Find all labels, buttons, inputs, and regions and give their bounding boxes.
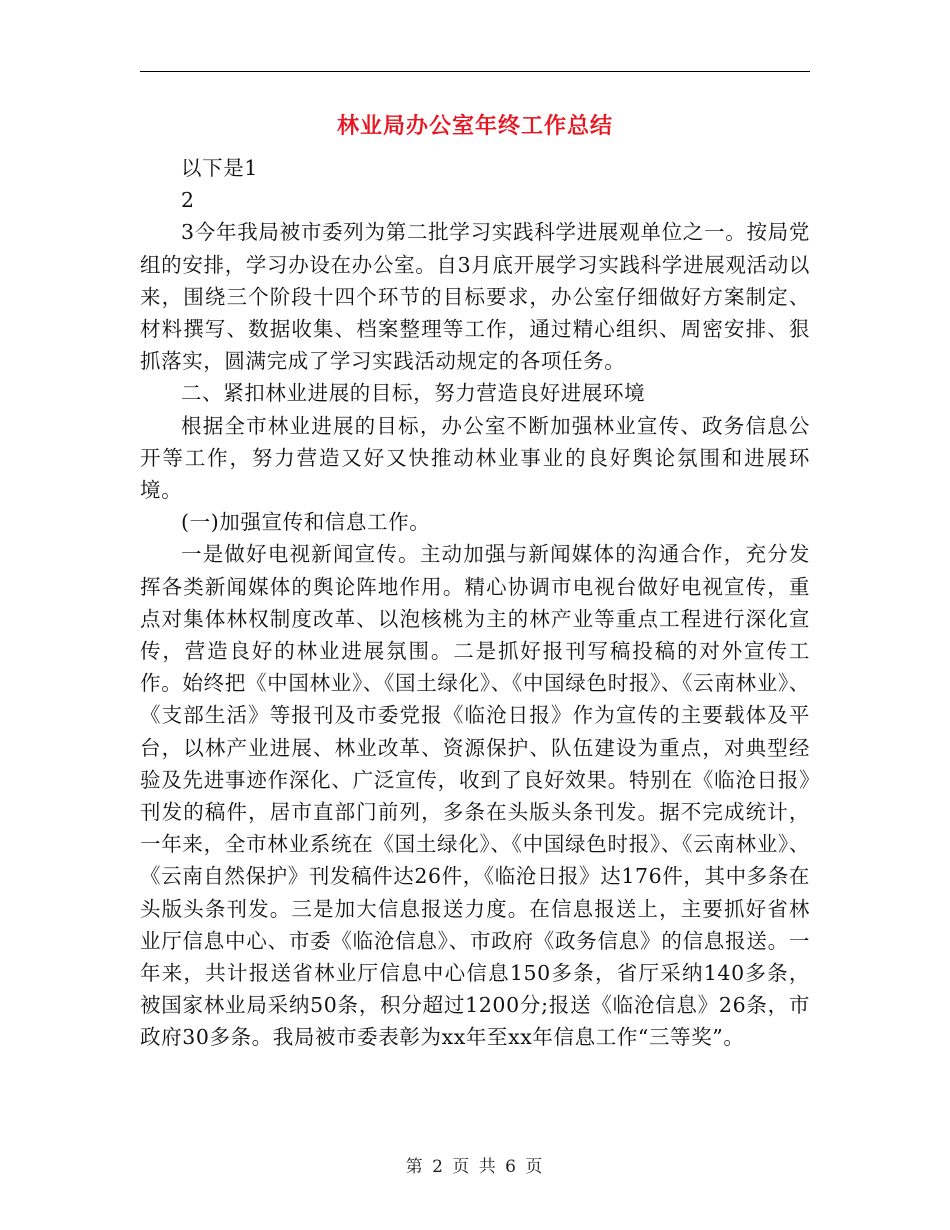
header-rule [140, 71, 810, 72]
document-body [140, 152, 810, 1054]
paragraph-intro: 以下是1 [181, 156, 258, 180]
paragraph-development-goal: 根据全市林业进展的目标，办公室不断加强林业宣传、政务信息公开等工作，努力营造又好又快推动林业事业的良好舆论氛围和进展环境。 [140, 413, 810, 503]
paragraph-study-practice: 3今年我局被市委列为第二批学习实践科学进展观单位之一。按局党组的安排，学习办设在办公室。自3月底开展学习实践科学进展观活动以来，围绕三个阶段十四个环节的目标要求，办公室仔细做好方案制定、材料撰写、数据收集、档案整理等工作，通过精心组织、周密安排、狠抓落实，圆满完成了学习实践活动规定的各项任务。 [140, 220, 810, 374]
page-number: 第 2 页 共 6 页 [405, 1157, 545, 1177]
paragraph-number-2: 2 [181, 188, 195, 213]
paragraph-publicity-info: 一是做好电视新闻宣传。主动加强与新闻媒体的沟通合作，充分发挥各类新闻媒体的舆论阵地作用。精心协调市电视台做好电视宣传，重点对集体林权制度改革、以泡核桃为主的林产业等重点工程进行深化宣传，营造良好的林业进展氛围。二是抓好报刊写稿投稿的对外宣传工作。始终把《中国林业》、《国土绿化》、《中国绿色时报》、《云南林业》、《支部生活》等报刊及市委党报《临沧日报》作为宣传的主要载体及平台，以林产业进展、林业改革、资源保护、队伍建设为重点，对典型经验及先进事迹作深化、广泛宣传，收到了良好效果。特别在《临沧日报》刊发的稿件，居市直部门前列，多条在头版头条刊发。据不完成统计，一年来，全市林业系统在《国土绿化》、《中国绿色时报》、《云南林业》、《云南自然保护》刊发稿件达26件，《临沧日报》达176件，其中多条在头版头条刊发。三是加大信息报送力度。在信息报送上，主要抓好省林业厅信息中心、市委《临沧信息》、市政府《政务信息》的信息报送。一年来，共计报送省林业厅信息中心信息150多条，省厅采纳140多条，被国家林业局采纳50条，积分超过1200分;报送《临沧信息》26条，市政府30多条。我局被市委表彰为xx年至xx年信息工作“三等奖”。 [140, 542, 810, 1050]
document-title: 林业局办公室年终工作总结 [336, 113, 613, 139]
subsection-heading-1: (一)加强宣传和信息工作。 [181, 510, 431, 535]
section-heading-2: 二、紧扣林业进展的目标，努力营造良好进展环境 [181, 381, 646, 406]
